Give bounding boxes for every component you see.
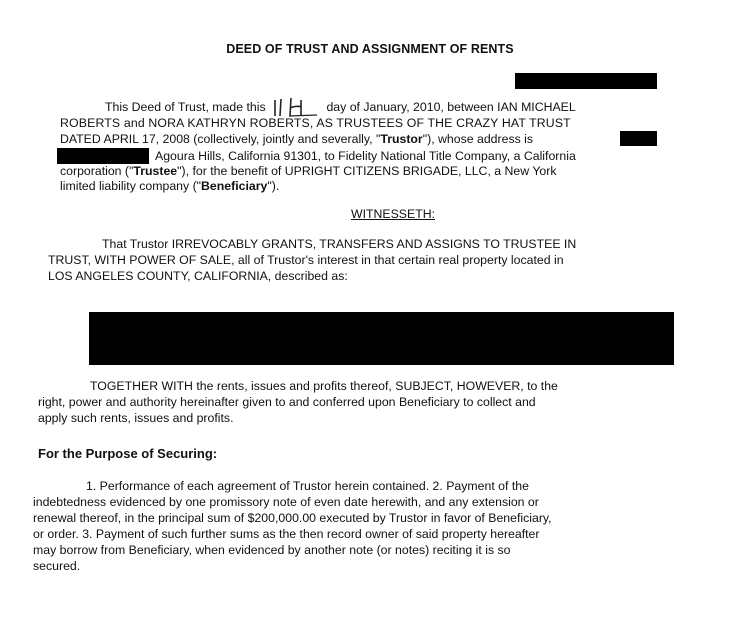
- para1-text: "), whose address is: [422, 132, 534, 146]
- para1-text: This Deed of Trust, made this: [105, 100, 266, 114]
- para3-line2: right, power and authority hereinafter given to and conferred upon Beneficiary to collect and: [38, 395, 536, 409]
- para2-line2: TRUST, WITH POWER OF SALE, all of Trustor's interest in that certain real property located in: [48, 253, 564, 267]
- para1-line5: [60, 164, 556, 179]
- para1-line1: [105, 100, 576, 115]
- para1-text: ").: [267, 179, 280, 193]
- para4-line6: secured.: [33, 559, 81, 573]
- para1-text: limited liability company (": [60, 179, 202, 193]
- para1-text: "), for the benefit of UPRIGHT CITIZENS BRIGADE, LLC, a New York: [177, 164, 557, 178]
- para4-line5: may borrow from Beneficiary, when evidenced by another note (or notes) reciting it is so: [33, 543, 511, 557]
- para4-line2: indebtedness evidenced by one promissory note of even date herewith, and any extension or: [33, 495, 539, 509]
- para1-line3: [60, 132, 533, 147]
- para3-line1: TOGETHER WITH the rents, issues and profits thereof, SUBJECT, HOWEVER, to the: [90, 379, 558, 393]
- para1-line6: [60, 179, 279, 194]
- defined-term-trustor: Trustor: [380, 132, 423, 146]
- purpose-heading: For the Purpose of Securing:: [38, 446, 218, 461]
- para4-line4: or order. 3. Payment of such further sums as the then record owner of said property hereafter: [33, 527, 540, 541]
- redaction-header: [515, 73, 657, 89]
- redaction-property-description: [89, 312, 674, 365]
- para1-text: corporation (": [60, 164, 134, 178]
- document-title: DEED OF TRUST AND ASSIGNMENT OF RENTS: [226, 42, 514, 56]
- para4-line1: 1. Performance of each agreement of Trustor herein contained. 2. Payment of the: [86, 479, 529, 493]
- defined-term-beneficiary: Beneficiary: [201, 179, 268, 193]
- para2-line3: LOS ANGELES COUNTY, CALIFORNIA, described as:: [48, 269, 348, 283]
- witnesseth-heading: [0, 207, 740, 221]
- para1-line4: Agoura Hills, California 91301, to Fidelity National Title Company, a California: [155, 149, 576, 163]
- redaction-address-a: [620, 131, 657, 146]
- para2-line1: That Trustor IRREVOCABLY GRANTS, TRANSFERS AND ASSIGNS TO TRUSTEE IN: [102, 237, 577, 251]
- para1-text: DATED APRIL 17, 2008 (collectively, jointly and severally, ": [60, 132, 381, 146]
- para1-text: day of January, 2010, between IAN MICHAEL: [326, 100, 576, 114]
- para3-line3: apply such rents, issues and profits.: [38, 411, 234, 425]
- para1-line2: ROBERTS and NORA KATHRYN ROBERTS, AS TRUSTEES OF THE CRAZY HAT TRUST: [60, 116, 571, 130]
- witnesseth-text: WITNESSETH:: [350, 207, 436, 221]
- para4-line3: renewal thereof, in the principal sum of $200,000.00 executed by Trustor in favor of Beneficiary,: [33, 511, 552, 525]
- handwritten-day-signature: [269, 100, 323, 115]
- redaction-address-b: [57, 148, 149, 164]
- defined-term-trustee: Trustee: [133, 164, 178, 178]
